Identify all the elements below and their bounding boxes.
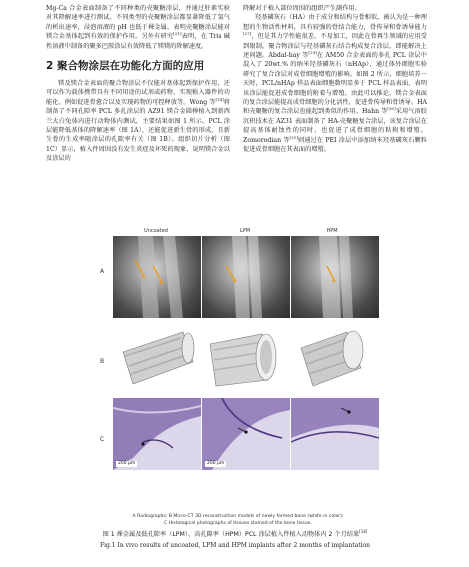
radiograph-uncoated (113, 236, 201, 318)
histology-lpm (202, 398, 290, 470)
figure-column-label-hpm: HPM (326, 228, 338, 234)
section-heading: 2 聚合物涂层在功能化方面的应用 (46, 60, 205, 73)
figure-column-label-uncoated: Uncoated (144, 228, 168, 234)
histology-uncoated (113, 398, 201, 470)
figure-row-label-a: A (100, 268, 105, 275)
figure-column-label-lpm: LPM (239, 228, 251, 234)
figure-row-label-b: B (100, 358, 105, 365)
left-paragraph-2: 镁及镁合金表面的聚合物涂层不仅能对基体起到保护作用，还可以作为载体携带具有不同用途的试剂或药物，实现植入器件的功能化。例如促进骨愈合以及实现药物的可控释放等。Wong 等[14]将制备了不同孔隙率 PCL 多孔涂层的 AZ91 镁合金圆棒植入到新西兰大白兔体内进行动物体内测试，主要结果如图 1 所示。PCL 涂层能降低基体的降解速率（图 1A），还能促进新生骨的形成，且新生骨的生成率随涂层的孔隙率有关（图 1B）。组织切片分析（图 1C）显示，植入件周围没有发生炎症及坏死的现象，说明镁合金以及涂层的 (46, 80, 230, 163)
right-column (243, 4, 427, 155)
radiograph-lpm (202, 236, 290, 318)
micro-ct-hpm (291, 322, 379, 394)
figure-note (100, 514, 376, 527)
radiograph-hpm (291, 236, 379, 318)
micro-ct-uncoated (113, 322, 201, 394)
figure-note-line-2: C Histological photographs of tissues stained of the bone tissue. (164, 520, 312, 526)
histology-hpm (291, 398, 379, 470)
scale-bar-lpm: 200 μm (207, 461, 225, 466)
scale-bar-uncoated: 200 μm (118, 461, 136, 466)
right-paragraph-2: 羟基磷灰石（HA）由于成分和结构与骨相似，被认为是一种理想的生物活性材料，具有较强的骨结合能力，骨传导和骨诱导能力[27]，但是其力学性能很差，不易加工，因此在骨再生领域的应用受到限制。聚合物涂层与羟基磷灰石结合构成复合涂层，即能解决上述问题。Abdal-hay 等[29]在 AM50 合金表面的多孔 PCL 涂层中混入了 20wt.% 的纳米羟基磷灰石（nHAp），通过体外细胞实验研究了复合涂层对成骨细胞增殖的影响。如图 2 所示，细胞培养一天时，PCL/nHAp 样品表面细胞数明显多于 PCL 样品表面，表明该涂层能促进成骨细胞的附着与增殖。由此可以推论，镁合金表面的复合涂层能提高成骨细胞的分化活性，促进骨传导和骨诱导。HA 和壳聚糖的复合涂层也能起到类似的作用。Hahn 等[30]采用气溶胶沉积技术在 AZ31 表面制备了 HA-壳聚糖复合涂层，该复合涂层在提高基体耐蚀性的同时，也促进了成骨细胞的粘附和增殖。Zomorodian 等[31]则通过在 PEI 涂层中添加纳米羟基磷灰石颗粒促进成骨细胞在其表面的增殖。 (243, 14, 427, 154)
right-paragraph-1: 降解对于植入部位周围的组织产生副作用。 (243, 5, 361, 12)
figure-caption-en: Fig.1 In vivo results of uncoated, LPM and HPM implants after 2 months of implantation (99, 542, 371, 549)
left-column (46, 4, 230, 164)
figure-note-line-1: A Radiographs; B Micro-CT 3D reconstruction models of newly formed bone (white in color); (132, 514, 344, 519)
micro-ct-lpm (202, 322, 290, 394)
figure-row-label-c: C (100, 436, 105, 443)
figure-caption-cn: 图 1 裸金属及低孔隙率（LPM）、高孔隙率（HPM）PCL 涂层植入件植入动物体内 2 个月结果[14] (102, 528, 368, 538)
left-paragraph-1: Mg-Ca 合金表面制备了不同种类的壳聚糖涂层，并通过肝素实验对其降解速率进行测试。不同类型的壳聚糖涂层都显著降低了氢气的析出速率，浸泡溶液的 pH 也低于裸金属，表明壳聚糖涂层能对镁合金基体起到有效的保护作用。另外有研究[21]表明，在 Tris 碱性溶液中制备的聚多巴胺涂层有效降低了镁镁的降解速度。 (46, 5, 230, 50)
